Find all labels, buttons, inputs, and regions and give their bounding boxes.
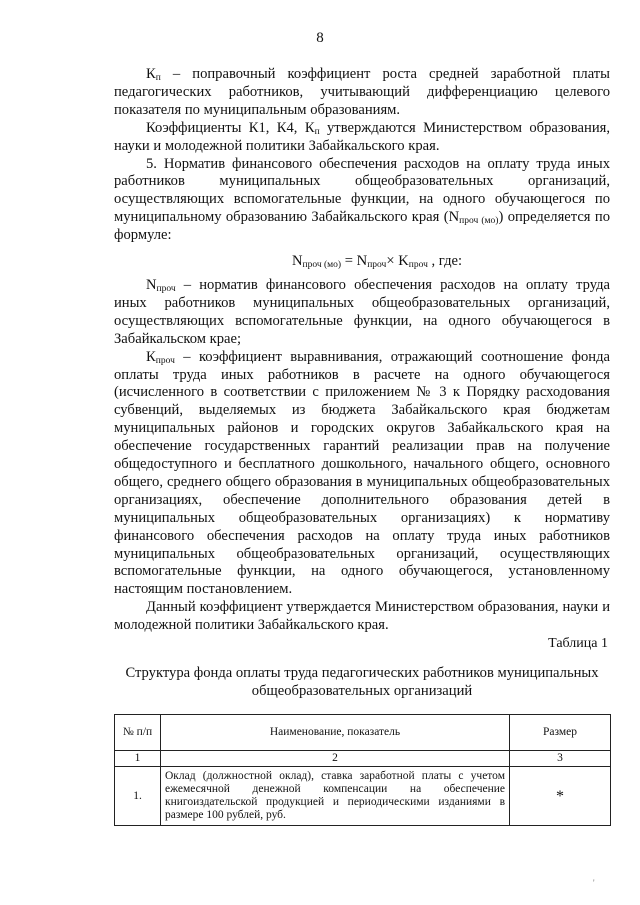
paragraph-text: утверждаются Министерством образования, науки и молодежной политики Забайкальского края.: [114, 119, 610, 154]
document-body: [114, 66, 610, 635]
paragraph-text: – поправочный коэффициент роста средней заработной платы педагогических работников, учитывающий дифференциацию целевого показателя по муниципальным образованиям.: [114, 66, 610, 118]
table-header-row: [115, 715, 611, 751]
paragraph-kp-definition: [114, 66, 610, 120]
formula-subscript: проч (мо): [302, 260, 342, 271]
symbol-subscript: проч: [156, 283, 176, 294]
table-column-numbers-row: [115, 751, 611, 767]
header-cell-number: № п/п: [115, 715, 161, 751]
formula-subscript: проч: [408, 260, 428, 271]
formula: [114, 253, 610, 271]
formula-symbol: N: [291, 253, 303, 270]
column-number-cell: 3: [510, 751, 611, 767]
paragraph-item-5: [114, 156, 610, 246]
symbol-subscript: п: [155, 73, 161, 83]
paragraph-text: – коэффициент выравнивания, отражающий соотношение фонда оплаты труда иных работников в расчете на одного обучающегося (исчисленного в соответствии с приложением № 3 к Порядку расходования субвенций, выделяемых из бюджета Забайкальского края бюджетам муниципальных районов и городских округов Забайкальского края на обеспечение государственных гарантий реализации прав на получение общедоступного и бесплатного дошкольного, начального общего, основного общего, среднего общего образования в муниципальных общеобразовательных организациях, обеспечение дополнительного образования детей в муниципальных общеобразовательных организациях) к нормативу финансового обеспечения расходов на оплату труда иных работников муниципальных общеобразовательных организаций, осуществляющих вспомогательные функции, на одного обучающегося, установленному настоящим постановлением.: [114, 348, 610, 598]
paragraph-coefficients: [114, 120, 610, 156]
symbol-subscript: проч (мо): [459, 216, 499, 227]
paragraph-approval: Данный коэффициент утверждается Министерством образования, науки и молодежной политики Забайкальского края.: [114, 599, 610, 634]
paragraph-text: – норматив финансового обеспечения расходов на оплату труда иных работников муниципальных общеобразовательных организаций, осуществляющих вспомогательные функции, на одного обучающегося в Забайкальском крае;: [114, 276, 610, 347]
formula-tail: , где:: [427, 253, 463, 270]
symbol-k: К: [146, 348, 156, 365]
formula-subscript: проч: [367, 260, 387, 271]
symbol-subscript: п: [314, 126, 320, 137]
column-number-cell: 2: [161, 751, 510, 767]
table-row: [115, 767, 611, 826]
row-number-cell: 1.: [115, 767, 161, 826]
paragraph-kproch-definition: [114, 349, 610, 600]
page-number: 8: [316, 30, 324, 46]
symbol-subscript: проч: [155, 355, 175, 366]
formula-symbol: × K: [386, 253, 409, 270]
table-title: Структура фонда оплаты труда педагогических работников муниципальных общеобразовательных организаций: [125, 665, 599, 699]
data-table: [114, 714, 611, 826]
paragraph-text: Коэффициенты К1, К4, К: [146, 119, 315, 136]
paragraph-text: 5. Норматив финансового обеспечения расходов на оплату труда иных работников муниципальных общеобразовательных организаций, осуществляющих вспомогательные функции, на одного обучающегося по муниципальному образованию Забайкальского края (N: [114, 155, 610, 226]
formula-symbol: = N: [341, 253, 368, 270]
page-mark: ': [593, 878, 595, 888]
header-cell-name: Наименование, показатель: [161, 715, 510, 751]
row-name-cell: Оклад (должностной оклад), ставка заработной платы с учетом ежемесячной денежной компенсации на обеспечение книгоиздательской продукцией и периодическими изданиями в размере 100 рублей, руб.: [161, 767, 510, 826]
symbol-k: К: [146, 66, 156, 82]
paragraph-nproch-definition: [114, 277, 610, 349]
symbol-n: N: [146, 276, 157, 293]
column-number-cell: 1: [115, 751, 161, 767]
row-size-cell: *: [510, 767, 611, 826]
paragraph-text: ) определяется по формуле:: [114, 209, 610, 244]
header-cell-size: Размер: [510, 715, 611, 751]
table-label: Таблица 1: [548, 636, 608, 651]
